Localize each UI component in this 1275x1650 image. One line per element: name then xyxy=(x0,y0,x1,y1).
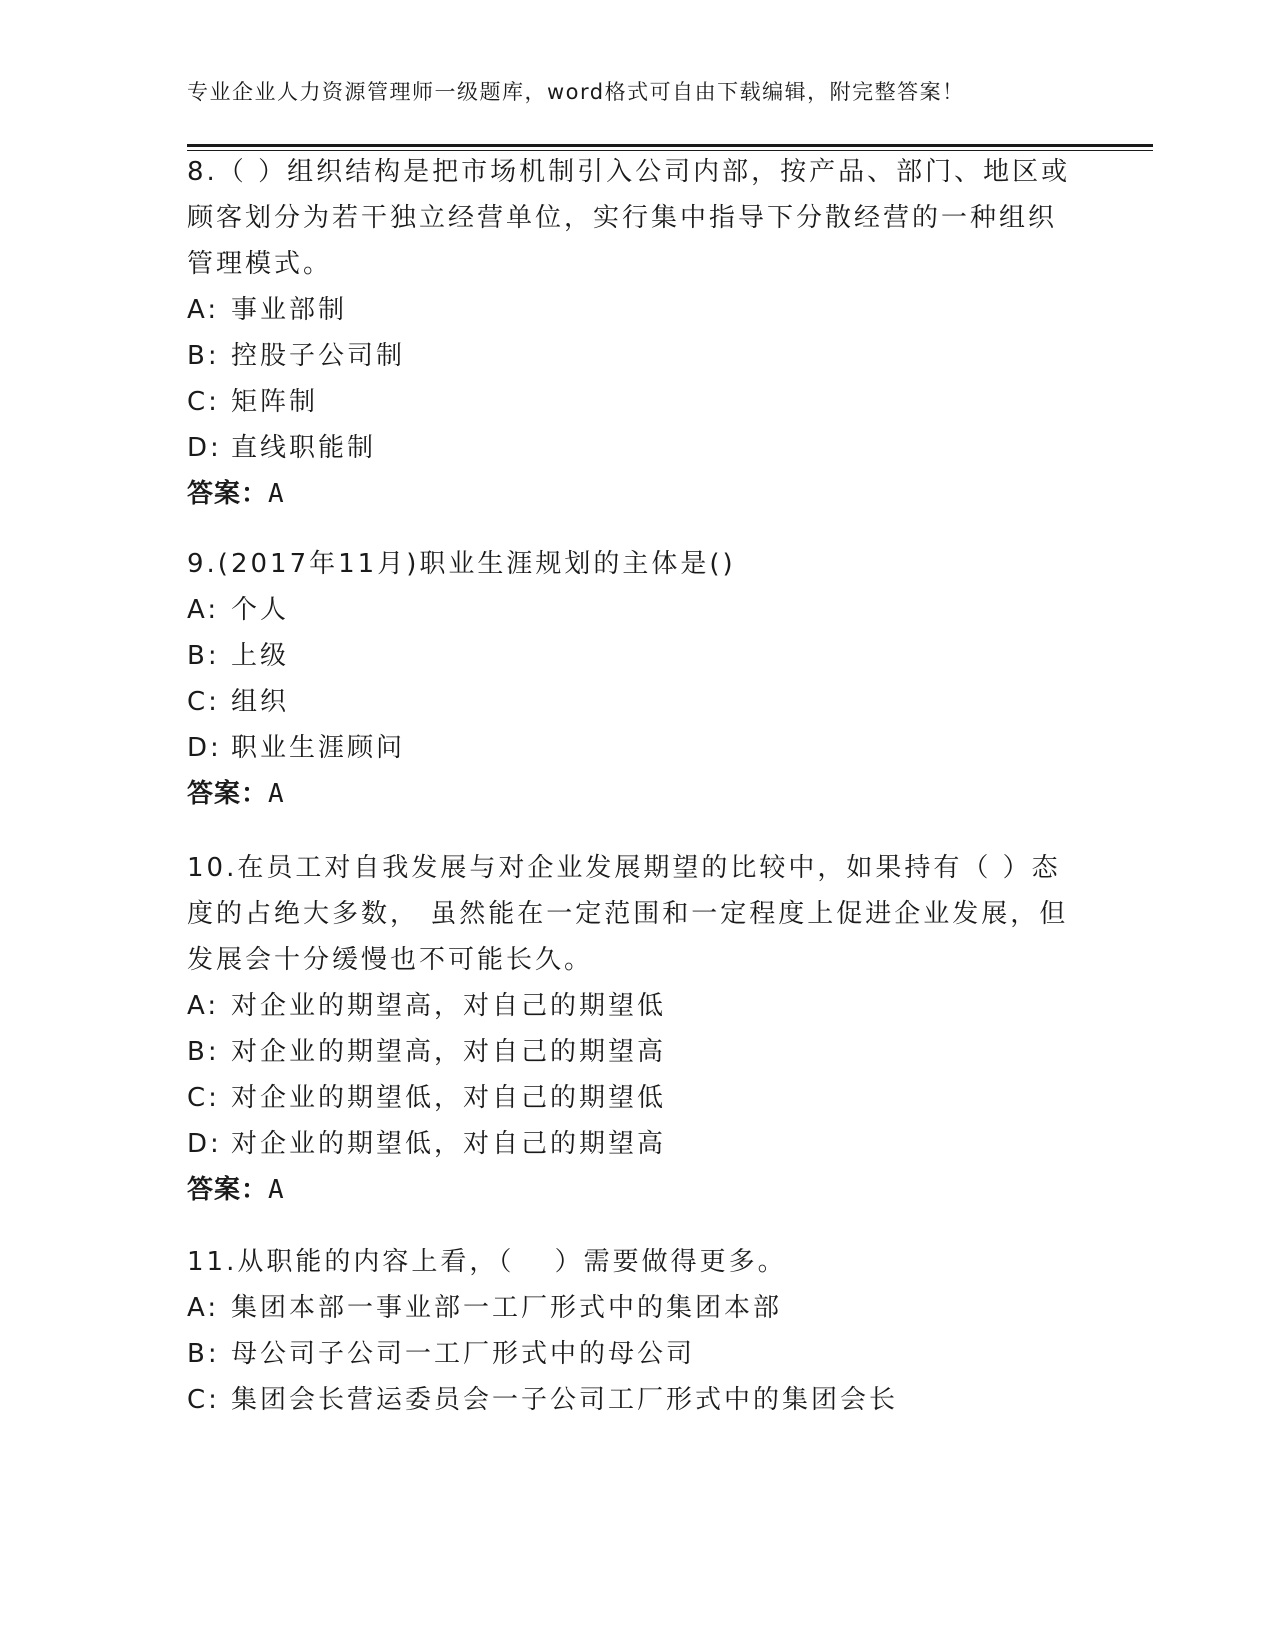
option-a xyxy=(187,1285,1087,1331)
answer-value: A xyxy=(268,779,284,809)
answer-value: A xyxy=(268,479,284,509)
question-stem-line: 10.在员工对自我发展与对企业发展期望的比较中，如果持有（ ）态 xyxy=(187,853,1061,883)
option-text: 事业部制 xyxy=(231,295,348,325)
option-key: B: xyxy=(187,1037,220,1067)
header-rule-thick xyxy=(187,144,1153,147)
page-header xyxy=(187,76,965,106)
option-text: 对企业的期望低，对自己的期望高 xyxy=(231,1129,667,1159)
option-text: 对企业的期望高，对自己的期望低 xyxy=(231,991,667,1021)
option-key: B: xyxy=(187,641,220,671)
option-text: 矩阵制 xyxy=(231,387,319,417)
option-key: D: xyxy=(187,1129,222,1159)
option-d xyxy=(187,1121,1087,1167)
question-10 xyxy=(187,845,1087,1213)
question-stem-line: 度的占绝大多数， 虽然能在一定范围和一定程度上促进企业发展，但 xyxy=(187,899,1069,929)
option-key: C: xyxy=(187,387,220,417)
option-text: 集团本部一事业部一工厂形式中的集团本部 xyxy=(231,1293,783,1323)
answer xyxy=(187,471,1087,517)
option-c xyxy=(187,1075,1087,1121)
question-9 xyxy=(187,541,1087,817)
option-key: C: xyxy=(187,1083,220,1113)
option-text: 上级 xyxy=(231,641,290,671)
option-key: C: xyxy=(187,1385,220,1415)
header-text: 专业企业人力资源管理师一级题库，word格式可自由下载编辑，附完整答案！ xyxy=(187,80,965,104)
option-d xyxy=(187,425,1087,471)
option-b xyxy=(187,1331,1087,1377)
option-key: D: xyxy=(187,733,222,763)
option-b xyxy=(187,633,1087,679)
option-key: D: xyxy=(187,433,222,463)
answer xyxy=(187,771,1087,817)
answer-label: 答案： xyxy=(187,779,269,809)
option-a xyxy=(187,287,1087,333)
option-key: A: xyxy=(187,991,220,1021)
question-8 xyxy=(187,149,1087,517)
option-text: 控股子公司制 xyxy=(231,341,406,371)
answer xyxy=(187,1167,1087,1213)
option-key: B: xyxy=(187,1339,220,1369)
question-stem-line: 发展会十分缓慢也不可能长久。 xyxy=(187,945,594,975)
option-text: 组织 xyxy=(231,687,290,717)
answer-label: 答案： xyxy=(187,1175,269,1205)
option-d xyxy=(187,725,1087,771)
question-11 xyxy=(187,1239,1087,1423)
option-text: 个人 xyxy=(231,595,290,625)
option-text: 职业生涯顾问 xyxy=(231,733,406,763)
option-c xyxy=(187,1377,1087,1423)
question-stem-line: 顾客划分为若干独立经营单位，实行集中指导下分散经营的一种组织 xyxy=(187,203,1058,233)
option-b xyxy=(187,333,1087,379)
option-b xyxy=(187,1029,1087,1075)
option-text: 直线职能制 xyxy=(231,433,377,463)
option-text: 对企业的期望高，对自己的期望高 xyxy=(231,1037,667,1067)
option-text: 集团会长营运委员会一子公司工厂形式中的集团会长 xyxy=(231,1385,899,1415)
question-stem-line: 管理模式。 xyxy=(187,249,333,279)
option-key: B: xyxy=(187,341,220,371)
option-a xyxy=(187,587,1087,633)
question-stem-line: 9.(2017年11月)职业生涯规划的主体是() xyxy=(187,549,736,579)
option-c xyxy=(187,679,1087,725)
option-key: A: xyxy=(187,595,220,625)
option-key: A: xyxy=(187,295,220,325)
option-key: C: xyxy=(187,687,220,717)
question-stem-line: 8.（ ）组织结构是把市场机制引入公司内部，按产品、部门、地区或 xyxy=(187,157,1071,187)
answer-value: A xyxy=(268,1175,284,1205)
option-key: A: xyxy=(187,1293,220,1323)
option-a xyxy=(187,983,1087,1029)
option-text: 母公司子公司一工厂形式中的母公司 xyxy=(231,1339,696,1369)
question-stem-line: 11.从职能的内容上看，（ ）需要做得更多。 xyxy=(187,1247,787,1277)
answer-label: 答案： xyxy=(187,479,269,509)
option-c xyxy=(187,379,1087,425)
option-text: 对企业的期望低，对自己的期望低 xyxy=(231,1083,667,1113)
